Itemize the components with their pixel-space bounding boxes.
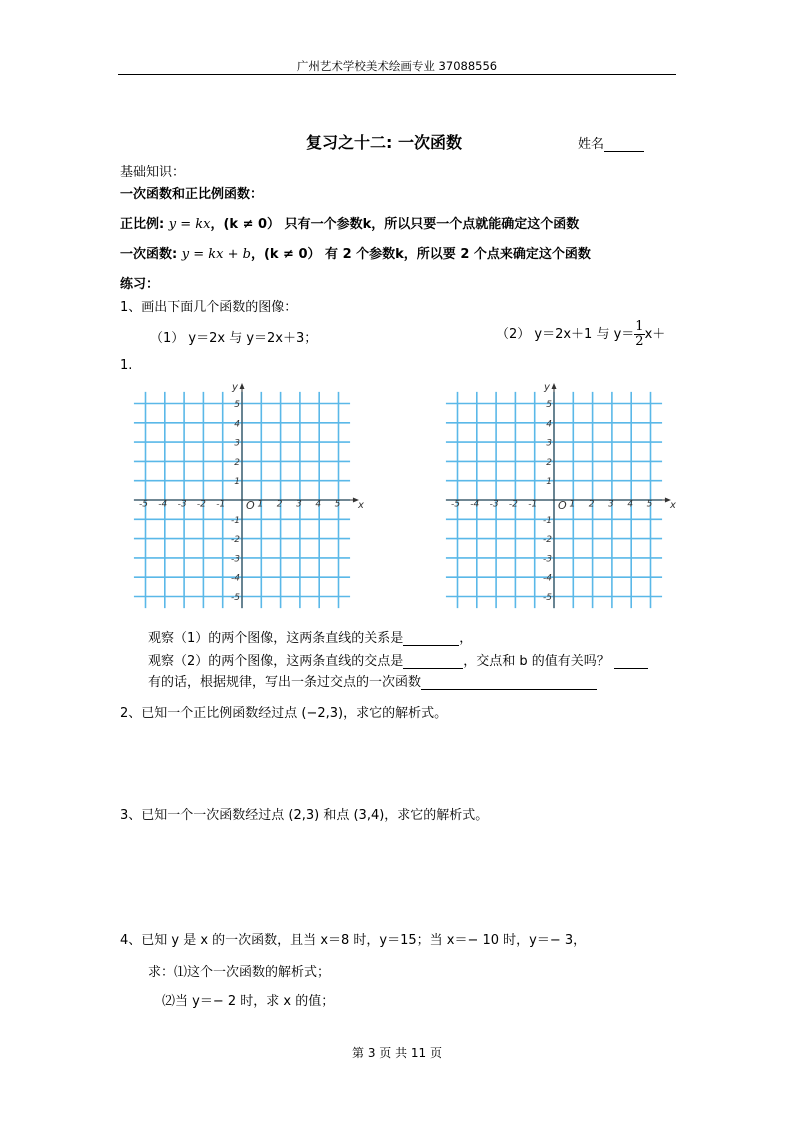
observe-3 — [148, 671, 597, 690]
observe-2 — [148, 650, 648, 669]
y-axis-label: y — [232, 381, 238, 393]
x-tick-label: 2 — [588, 499, 595, 510]
basics-label: 基础知识： — [120, 165, 186, 180]
y-tick-label: 4 — [234, 419, 240, 430]
x-tick-label: 1 — [569, 499, 576, 510]
q1-part2 — [496, 320, 665, 349]
y-tick-label: 3 — [546, 438, 552, 449]
origin-label: O — [558, 499, 567, 512]
question-2: 2、已知一个正比例函数经过点 (−2,3)，求它的解析式。 — [120, 706, 448, 721]
x-tick-label: 2 — [276, 499, 283, 510]
y-tick-label: -2 — [543, 535, 552, 546]
linear-desc: 有 2 个参数k，所以要 2 个点来确定这个函数 — [325, 247, 591, 262]
y-tick-label: -3 — [543, 554, 552, 565]
y-tick-label: 3 — [234, 438, 240, 449]
coordinate-grid-2 — [451, 381, 676, 610]
x-tick-label: -5 — [139, 499, 148, 510]
y-tick-label: -1 — [543, 515, 552, 526]
y-tick-label: 5 — [234, 400, 240, 410]
origin-label: O — [246, 499, 255, 512]
y-tick-label: 2 — [234, 457, 240, 468]
observe-1-text: 观察（1）的两个图像，这两条直线的关系是 — [148, 631, 404, 646]
x-tick-label: -3 — [489, 499, 499, 510]
page-header: 广州艺术学校美术绘画专业 37088556 — [296, 59, 498, 73]
name-blank — [604, 138, 644, 152]
proportional-desc: 只有一个参数k，所以只要一个点就能确定这个函数 — [284, 217, 580, 232]
name-label: 姓名 — [578, 137, 605, 152]
observe-3-blank — [421, 677, 597, 690]
x-tick-label: -2 — [508, 499, 518, 510]
x-tick-label: -2 — [196, 499, 206, 510]
x-axis-label: x — [357, 500, 364, 511]
x-tick-label: 4 — [315, 499, 322, 510]
page-title: 复习之十二: 一次函数 — [306, 133, 462, 152]
question-4-sub-1: 求：⑴这个一次函数的解析式； — [148, 965, 331, 980]
proportional-cond: ，(k ≠ 0） — [210, 217, 281, 232]
y-tick-label: -4 — [231, 573, 240, 584]
y-tick-label: -4 — [543, 573, 552, 584]
x-tick-label: 5 — [334, 499, 341, 510]
y-tick-label: 4 — [546, 419, 552, 430]
x-axis-label: x — [669, 500, 676, 511]
linear-cond: ，(k ≠ 0） — [250, 247, 321, 262]
x-tick-label: 3 — [608, 499, 614, 510]
question-4-sub-2: ⑵当 y＝− 2 时，求 x 的值； — [162, 994, 335, 1009]
x-tick-label: -4 — [158, 499, 168, 510]
x-tick-label: 1 — [257, 499, 264, 510]
observe-1-end: ， — [459, 631, 473, 646]
y-tick-label: -5 — [543, 593, 552, 603]
question-4: 4、已知 y 是 x 的一次函数，且当 x＝8 时，y＝15；当 x＝− 10 时，y＝− 3， — [120, 933, 587, 948]
linear-definition — [120, 243, 591, 262]
coordinate-grid-1 — [139, 381, 364, 610]
x-tick-label: -4 — [470, 499, 480, 510]
linear-formula: y = kx + b — [181, 247, 251, 262]
y-tick-label: -5 — [231, 593, 240, 603]
observe-1 — [148, 627, 472, 646]
observe-3-text: 有的话，根据规律，写出一条过交点的一次函数 — [148, 675, 422, 690]
y-axis-label: y — [544, 381, 550, 393]
x-tick-label: 5 — [646, 499, 653, 510]
proportional-formula: y = kx — [168, 217, 211, 232]
linear-label: 一次函数: — [120, 247, 178, 262]
page-footer: 第 3 页 共 11 页 — [352, 1046, 442, 1060]
x-tick-label: -1 — [528, 499, 538, 510]
proportional-label: 正比例: — [120, 217, 165, 232]
observe-2-text: 观察（2）的两个图像，这两条直线的交点是 — [148, 654, 404, 669]
observe-2-mid: ，交点和 b 的值有关吗？ — [463, 654, 610, 669]
x-tick-label: -3 — [177, 499, 187, 510]
y-tick-label: -2 — [231, 535, 240, 546]
x-tick-label: 4 — [627, 499, 634, 510]
observe-2-blank-2 — [614, 656, 648, 669]
question-3: 3、已知一个一次函数经过点 (2,3) 和点 (3,4)，求它的解析式。 — [120, 808, 489, 823]
y-axis-arrow — [552, 383, 557, 389]
observe-1-blank — [403, 633, 459, 646]
y-axis-arrow — [240, 383, 245, 389]
observe-2-blank — [403, 656, 463, 669]
x-tick-label: -5 — [451, 499, 460, 510]
section-heading: 一次函数和正比例函数： — [120, 187, 264, 202]
q1-continuation: 1. — [120, 358, 133, 373]
fraction-one-half: $\frac{1}{2}$ — [635, 319, 644, 349]
q1-part2-b: x＋ — [644, 327, 666, 342]
x-tick-label: 3 — [296, 499, 302, 510]
y-tick-label: 1 — [234, 477, 240, 488]
q1-part2-a: （2） y＝2x＋1 与 y＝ — [496, 327, 635, 342]
name-field — [578, 133, 644, 152]
header-rule — [118, 74, 676, 75]
y-tick-label: -3 — [231, 554, 240, 565]
proportional-definition — [120, 213, 579, 232]
y-tick-label: 1 — [546, 477, 552, 488]
y-tick-label: -1 — [231, 515, 240, 526]
q1-part1: （1） y＝2x 与 y＝2x＋3； — [150, 331, 318, 346]
y-tick-label: 2 — [546, 457, 552, 468]
y-tick-label: 5 — [546, 400, 552, 410]
x-tick-label: -1 — [216, 499, 226, 510]
q1-text: 1、画出下面几个函数的图像： — [120, 300, 298, 315]
practice-label: 练习： — [120, 277, 160, 292]
